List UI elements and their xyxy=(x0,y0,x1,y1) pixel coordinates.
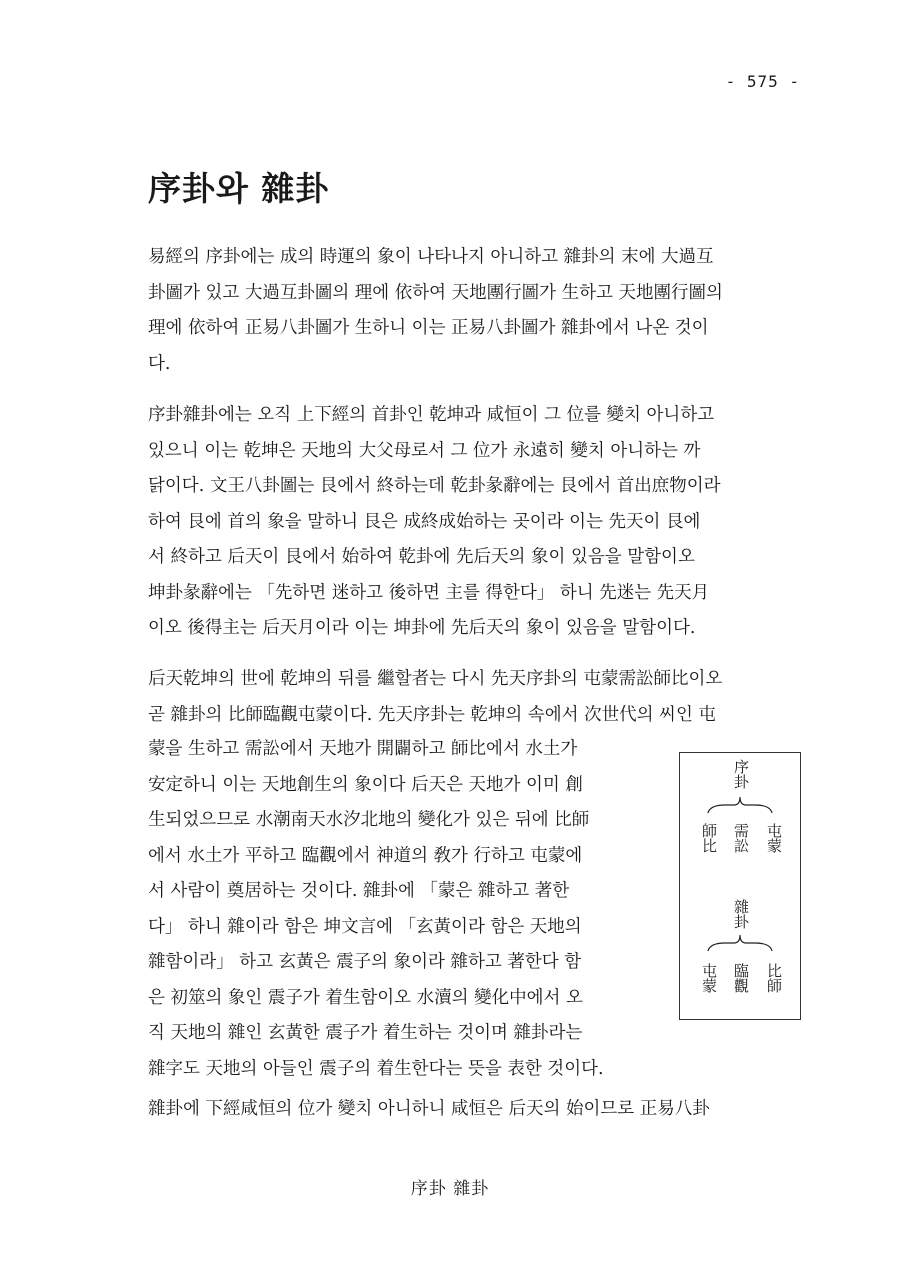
text-line: 직 天地의 雜인 玄黃한 震子가 着生하는 것이며 雜卦라는 xyxy=(148,1023,583,1043)
text-line: 生되었으므로 水潮南天水汐北地의 變化가 있은 뒤에 比師 xyxy=(148,810,590,830)
diagram-bottom-item: 屯蒙 xyxy=(700,963,718,993)
diagram-top-item: 師比 xyxy=(700,823,718,853)
text-line: 蒙을 生하고 需訟에서 天地가 開闢하고 師比에서 水土가 xyxy=(148,739,578,759)
text-line: 서 사람이 奠居하는 것이다. 雜卦에 「蒙은 雜하고 著한 xyxy=(148,881,570,901)
text-line: 닭이다. 文王八卦圖는 艮에서 終하는데 乾卦彖辭에는 艮에서 首出庶物이라 xyxy=(148,476,721,496)
text-line: 하여 艮에 首의 象을 말하니 艮은 成終成始하는 곳이라 이는 先天이 艮에 xyxy=(148,511,701,532)
text-line: 서 終하고 后天이 艮에서 始하여 乾卦에 先后天의 象이 있음을 말함이오 xyxy=(148,547,695,567)
text-line: 后天乾坤의 世에 乾坤의 뒤를 繼할者는 다시 先天序卦의 屯蒙需訟師比이오 xyxy=(148,669,723,689)
text-line: 있으니 이는 乾坤은 天地의 大父母로서 그 位가 永遠히 變치 아니하는 까 xyxy=(148,440,701,461)
paragraph-2 xyxy=(148,398,803,647)
text-line: 다」 하니 雜이라 함은 坤文言에 「玄黃이라 함은 天地의 xyxy=(148,916,582,937)
text-line: 雜字도 天地의 아들인 震子의 着生한다는 뜻을 表한 것이다. xyxy=(148,1058,604,1079)
diagram-top-item: 屯蒙 xyxy=(765,823,783,853)
text-line: 은 初筮의 象인 震子가 着生함이오 水瀆의 變化中에서 오 xyxy=(148,987,583,1008)
text-line: 序卦雜卦에는 오직 上下經의 首卦인 乾坤과 咸恒이 그 位를 變치 아니하고 xyxy=(148,405,715,425)
paragraph-1 xyxy=(148,240,803,382)
page-title: 序卦와 雜卦 xyxy=(148,169,330,208)
paragraph-3-wrapped xyxy=(148,732,668,1087)
text-line: 에서 水土가 平하고 臨觀에서 神道의 敎가 行하고 屯蒙에 xyxy=(148,845,583,866)
text-line: 卦圖가 있고 大過互卦圖의 理에 依하여 天地團行圖가 生하고 天地團行圖의 xyxy=(148,282,723,303)
text-line: 다. xyxy=(148,353,171,374)
text-line: 이오 後得主는 后天月이라 이는 坤卦에 先后天의 象이 있음을 말함이다. xyxy=(148,618,696,638)
diagram-top-label: 序卦 xyxy=(732,759,750,789)
paragraph-4 xyxy=(148,1092,803,1128)
trigram-diagram-box xyxy=(679,752,801,1020)
page-footer: 序卦 雜卦 xyxy=(410,1179,490,1199)
text-line: 곧 雜卦의 比師臨觀屯蒙이다. 先天序卦는 乾坤의 속에서 次世代의 씨인 屯 xyxy=(148,704,716,725)
text-line: 坤卦彖辭에는 「先하면 迷하고 後하면 主를 得한다」 하니 先迷는 先天月 xyxy=(148,582,710,603)
text-line: 安定하니 이는 天地創生의 象이다 后天은 天地가 이미 創 xyxy=(148,774,583,795)
diagram-bottom-label: 雜卦 xyxy=(732,899,750,929)
text-line: 雜卦에 下經咸恒의 位가 變치 아니하니 咸恒은 后天의 始이므로 正易八卦 xyxy=(148,1099,710,1119)
text-line: 雜함이라」 하고 玄黃은 震子의 象이라 雜하고 著한다 함 xyxy=(148,952,582,972)
page-number: - 575 - xyxy=(725,72,800,91)
paragraph-3 xyxy=(148,662,803,733)
text-line: 易經의 序卦에는 成의 時運의 象이 나타나지 아니하고 雜卦의 末에 大過互 xyxy=(148,247,714,267)
diagram-bottom-item: 比師 xyxy=(765,963,783,993)
text-line: 理에 依하여 正易八卦圖가 生하니 이는 正易八卦圖가 雜卦에서 나온 것이 xyxy=(148,318,709,338)
diagram-top-item: 需訟 xyxy=(732,823,750,853)
diagram-bottom-item: 臨觀 xyxy=(732,963,750,993)
